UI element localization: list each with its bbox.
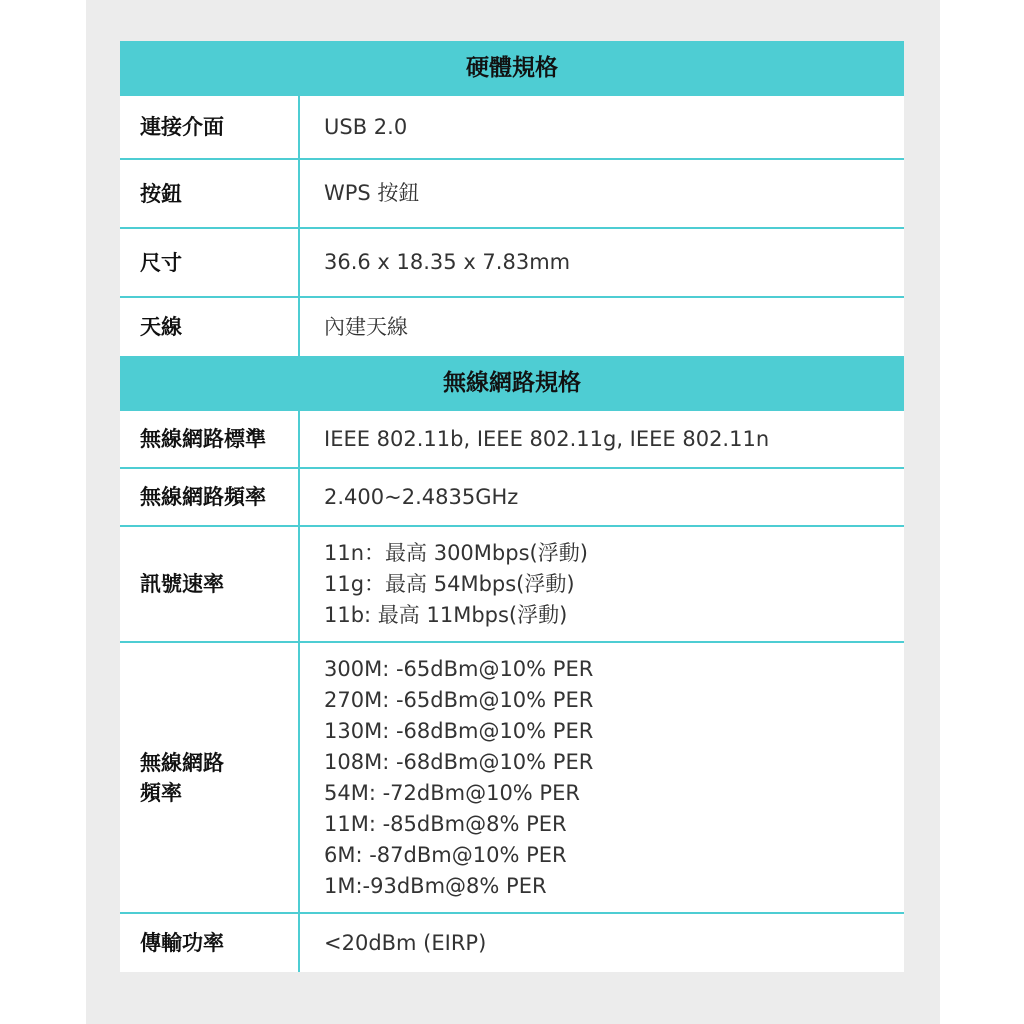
row-value xyxy=(300,914,904,972)
spec-row-signal-rate xyxy=(120,527,904,643)
spec-row-wireless-standard xyxy=(120,411,904,469)
value-line: 11n：最高 300Mbps(浮動) xyxy=(324,540,588,565)
row-label: 天線 xyxy=(120,298,300,356)
row-value xyxy=(300,527,904,641)
spec-row-frequency xyxy=(120,469,904,527)
spec-row-interface xyxy=(120,96,904,160)
spec-row-dimensions xyxy=(120,229,904,298)
value-line: 11M: -85dBm@8% PER xyxy=(324,811,567,836)
spec-row-transmit-power xyxy=(120,914,904,972)
spec-table xyxy=(120,41,904,972)
value-line: 內建天線 xyxy=(324,314,408,339)
spec-row-antenna xyxy=(120,298,904,356)
value-line: 130M: -68dBm@10% PER xyxy=(324,718,594,743)
row-value xyxy=(300,643,904,912)
value-line: IEEE 802.11b, IEEE 802.11g, IEEE 802.11n xyxy=(324,426,770,451)
value-line: 54M: -72dBm@10% PER xyxy=(324,780,580,805)
row-value xyxy=(300,229,904,296)
value-line: 300M: -65dBm@10% PER xyxy=(324,656,594,681)
row-value xyxy=(300,96,904,158)
row-value xyxy=(300,160,904,227)
value-line: 2.400~2.4835GHz xyxy=(324,484,519,509)
value-line: 11g：最高 54Mbps(浮動) xyxy=(324,571,575,596)
row-label: 按鈕 xyxy=(120,160,300,227)
value-line: USB 2.0 xyxy=(324,114,408,139)
spec-row-receive-sensitivity xyxy=(120,643,904,914)
row-label: 無線網路標準 xyxy=(120,411,300,467)
section-header-hardware: 硬體規格 xyxy=(120,41,904,96)
value-line: 6M: -87dBm@10% PER xyxy=(324,842,567,867)
row-value xyxy=(300,469,904,525)
value-line: 108M: -68dBm@10% PER xyxy=(324,749,594,774)
value-line: 270M: -65dBm@10% PER xyxy=(324,687,594,712)
row-label: 連接介面 xyxy=(120,96,300,158)
row-value xyxy=(300,298,904,356)
row-value xyxy=(300,411,904,467)
value-line: <20dBm (EIRP) xyxy=(324,930,487,955)
row-label: 傳輸功率 xyxy=(120,914,300,972)
row-label: 無線網路頻率 xyxy=(120,469,300,525)
value-line: 1M:-93dBm@8% PER xyxy=(324,873,547,898)
value-line: 11b: 最高 11Mbps(浮動) xyxy=(324,602,568,627)
value-line: 36.6 x 18.35 x 7.83mm xyxy=(324,250,571,274)
section-header-wireless: 無線網路規格 xyxy=(120,356,904,411)
value-line: WPS 按鈕 xyxy=(324,181,420,205)
row-label: 尺寸 xyxy=(120,229,300,296)
row-label: 無線網路 頻率 xyxy=(120,643,300,912)
row-label: 訊號速率 xyxy=(120,527,300,641)
spec-row-button xyxy=(120,160,904,229)
